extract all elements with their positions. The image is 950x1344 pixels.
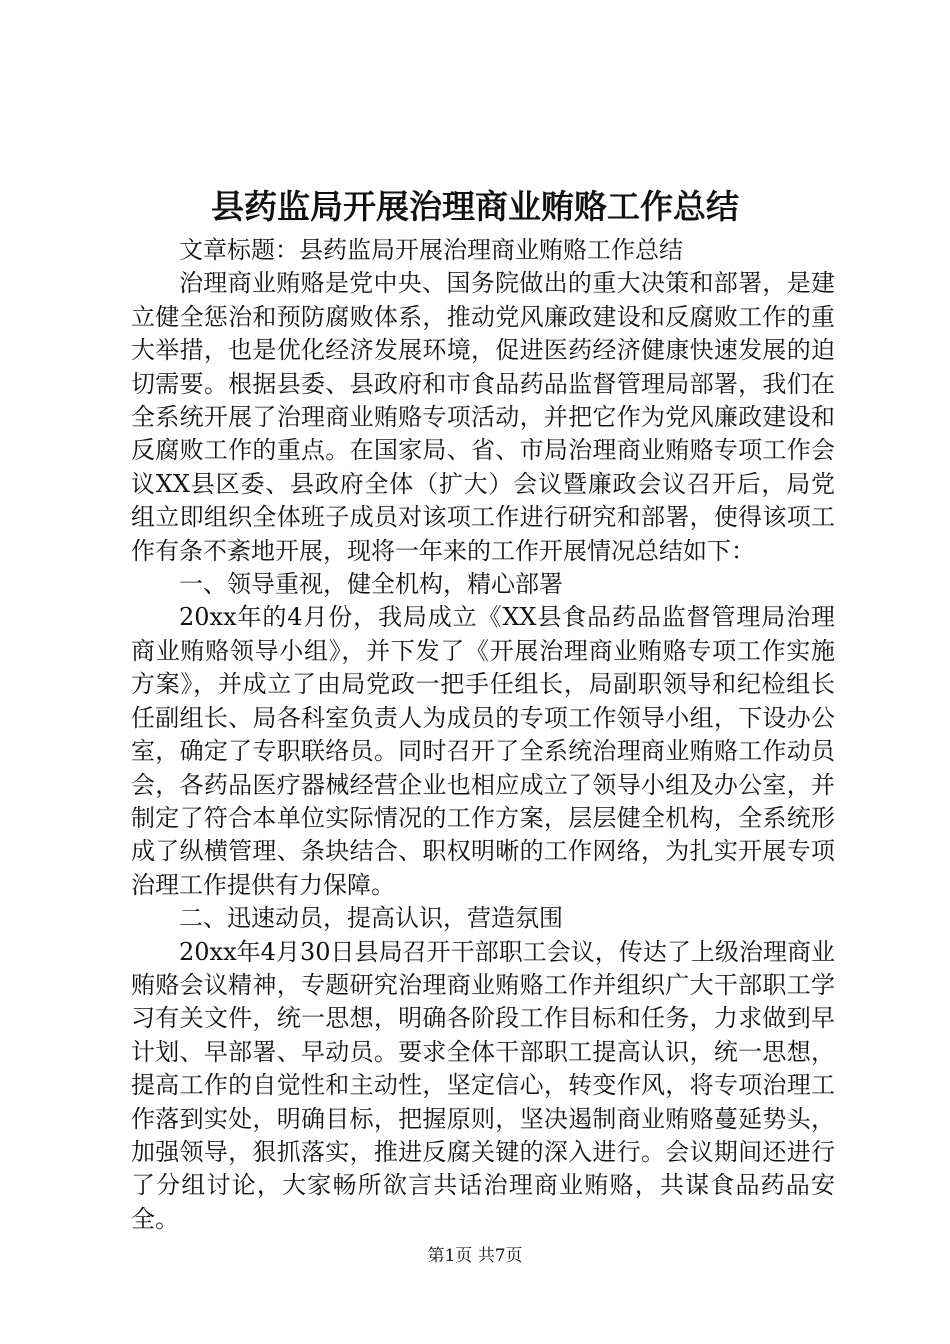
intro-paragraph: 治理商业贿赂是党中央、国务院做出的重大决策和部署，是建立健全惩治和预防腐败体系，推动党风廉政建设和反腐败工作的重大举措，也是优化经济发展环境，促进医药经济健康快速发展的迫切需要。根据县委、县政府和市食品药品监督管理局部署，我们在全系统开展了治理商业贿赂专项活动，并把它作为党风廉政建设和反腐败工作的重点。在国家局、省、市局治理商业贿赂专项工作会议XX县区委、县政府全体（扩大）会议暨廉政会议召开后，局党组立即组织全体班子成员对该项工作进行研究和部署，使得该项工作有条不紊地开展，现将一年来的工作开展情况总结如下：: [131, 269, 835, 565]
section-heading-2: 二、迅速动员，提高认识，营造氛围: [179, 904, 563, 933]
document-body: [131, 234, 835, 1236]
section-heading-1: 一、领导重视，健全机构，精心部署: [179, 570, 563, 599]
article-title-line: 文章标题：县药监局开展治理商业贿赂工作总结: [179, 236, 683, 264]
document-title: 县药监局开展治理商业贿赂工作总结: [211, 187, 739, 226]
page-number-footer: 第1页 共7页: [427, 1246, 523, 1266]
section-paragraph-2: 20xx年4月30日县局召开干部职工会议，传达了上级治理商业贿赂会议精神，专题研究治理商业贿赂工作并组织广大干部职工学习有关文件，统一思想，明确各阶段工作目标和任务，力求做到早计划、早部署、早动员。要求全体干部职工提高认识，统一思想，提高工作的自觉性和主动性，坚定信心，转变作风，将专项治理工作落到实处，明确目标，把握原则，坚决遏制商业贿赂蔓延势头，加强领导，狠抓落实，推进反腐关键的深入进行。会议期间还进行了分组讨论，大家畅所欲言共话治理商业贿赂，共谋食品药品安全。: [131, 937, 835, 1233]
section-paragraph-1: 20xx年的4月份，我局成立《XX县食品药品监督管理局治理商业贿赂领导小组》，并下发了《开展治理商业贿赂专项工作实施方案》，并成立了由局党政一把手任组长，局副职领导和纪检组长任副组长、局各科室负责人为成员的专项工作领导小组，下设办公室，确定了专职联络员。同时召开了全系统治理商业贿赂工作动员会，各药品医疗器械经营企业也相应成立了领导小组及办公室，并制定了符合本单位实际情况的工作方案，层层健全机构，全系统形成了纵横管理、条块结合、职权明晰的工作网络，为扎实开展专项治理工作提供有力保障。: [131, 603, 835, 899]
